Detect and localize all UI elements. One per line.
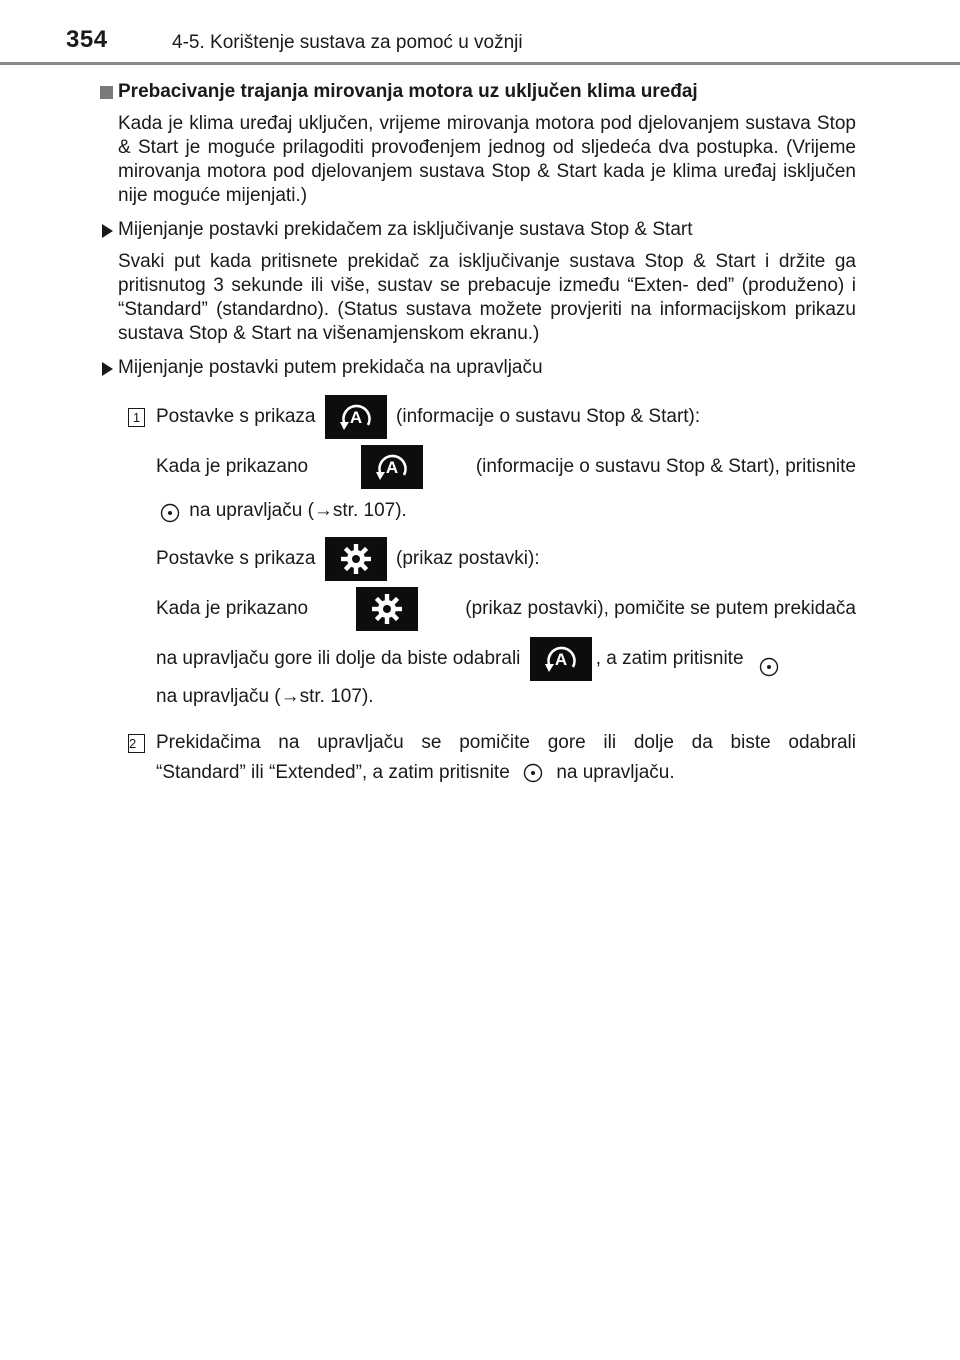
step-1-line-2 xyxy=(100,444,856,490)
step-text: , a zatim pritisnite xyxy=(595,648,744,669)
page-number: 354 xyxy=(66,26,108,53)
step-text: na upravljaču (→str. 107). xyxy=(156,686,374,707)
triangle-bullet-icon xyxy=(102,362,113,376)
step-1-line-1 xyxy=(100,394,856,440)
step-2-line-2 xyxy=(100,758,856,788)
step-text: (informacije o sustavu Stop & Start), pritisnite xyxy=(475,456,856,477)
svg-text:A: A xyxy=(349,407,362,427)
step-1-line-5 xyxy=(100,586,856,632)
step-text: “Standard” ili “Extended”, a zatim pritisnite xyxy=(156,762,510,783)
step-text: na upravljaču. xyxy=(556,762,675,783)
section-heading xyxy=(100,80,856,104)
page-content xyxy=(100,76,856,788)
square-bullet-icon xyxy=(100,86,113,99)
step-text: na upravljaču gore ili dolje da biste odabrali xyxy=(156,648,521,669)
settings-gear-icon xyxy=(325,537,387,581)
step-text: Postavke s prikaza xyxy=(156,548,316,569)
step-text: (informacije o sustavu Stop & Start): xyxy=(396,406,701,427)
step-text: na upravljaču (→str. 107). xyxy=(189,500,407,521)
step-text: (prikaz postavki): xyxy=(396,548,540,569)
step-1-line-3 xyxy=(100,494,856,528)
step-1-line-6 xyxy=(100,636,856,682)
stop-start-info-icon xyxy=(325,395,387,439)
stop-start-info-icon xyxy=(361,445,423,489)
step-number-1: 1 xyxy=(128,408,145,427)
step-text: (prikaz postavki), pomičite se putem prekidača xyxy=(465,598,856,619)
ok-button-icon xyxy=(759,649,779,669)
page-header xyxy=(0,0,960,66)
settings-gear-icon xyxy=(356,587,418,631)
intro-paragraph: Kada je klima uređaj uključen, vrijeme mirovanja motora pod djelovanjem sustava Stop & Start je moguće prilagoditi provođenjem jednog od sljedeća dva postupka. (Vrijeme mirovanja motora pod djelovanjem sustava Stop & Start kada je klima uređaj isključen nije moguće mijenjati.) xyxy=(118,113,856,206)
ok-button-icon xyxy=(523,763,543,783)
triangle-bullet-icon xyxy=(102,224,113,238)
section-title: 4-5. Korištenje sustava za pomoć u vožnji xyxy=(172,32,523,53)
step-text: Postavke s prikaza xyxy=(156,406,316,427)
header-rule xyxy=(0,62,960,65)
svg-text:A: A xyxy=(554,649,567,669)
ok-button-icon xyxy=(160,501,180,521)
step-2 xyxy=(100,728,856,788)
step-2-line-1 xyxy=(100,728,856,758)
svg-text:A: A xyxy=(385,458,399,477)
step-text: Kada je prikazano xyxy=(156,598,309,619)
subheading-switch xyxy=(100,218,856,242)
step-1-line-4 xyxy=(100,536,856,582)
subheading-switch-text: Mijenjanje postavki prekidačem za isključivanje sustava Stop & Start xyxy=(118,219,693,240)
switch-paragraph: Svaki put kada pritisnete prekidač za isključivanje sustava Stop & Start i držite ga pritisnutog 3 sekunde ili više, sustav se prebacuje između “Exten- ded” (produženo) i “Standard” (standardno). (Status sustava možete provjeriti na informacijskom prikazu sustava Stop & Start na višenamjenskom ekranu.) xyxy=(118,251,856,344)
stop-start-info-icon xyxy=(530,637,592,681)
step-text: Prekidačima na upravljaču se pomičite gore ili dolje da biste odabrali xyxy=(156,732,856,753)
subheading-steering xyxy=(100,356,856,380)
step-text: Kada je prikazano xyxy=(156,456,309,477)
step-1 xyxy=(100,394,856,712)
section-heading-text: Prebacivanje trajanja mirovanja motora uz uključen klima uređaj xyxy=(118,81,698,102)
step-1-line-7 xyxy=(100,682,856,712)
subheading-steering-text: Mijenjanje postavki putem prekidača na upravljaču xyxy=(118,357,543,378)
step-number-2: 2 xyxy=(128,734,145,753)
